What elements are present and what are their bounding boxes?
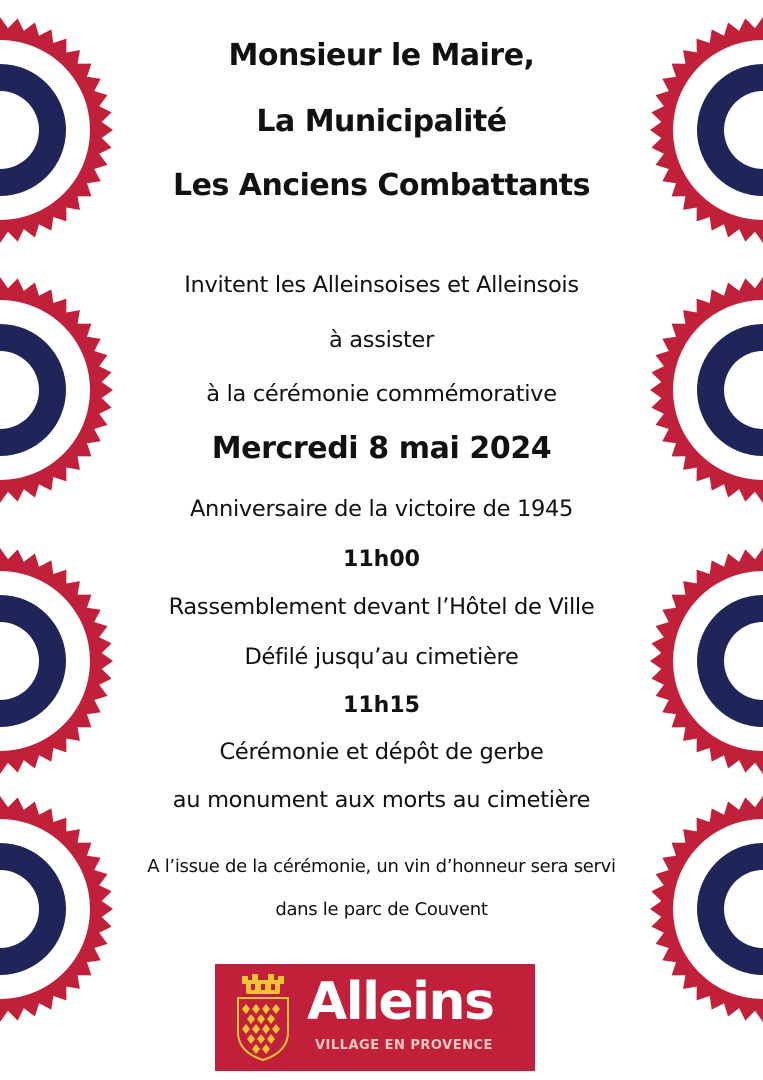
tricolor-rosette — [0, 545, 116, 777]
rosette-icon — [647, 274, 763, 506]
schedule-time: 11h15 — [343, 693, 420, 718]
schedule-line: Rassemblement devant l’Hôtel de Ville — [168, 594, 595, 620]
event-occasion: Anniversaire de la victoire de 1945 — [189, 496, 574, 522]
logo-name: Alleins — [307, 972, 494, 1032]
closing-line: A l’issue de la cérémonie, un vin d’honneur sera servi — [147, 856, 616, 877]
tricolor-rosette — [647, 545, 763, 777]
tricolor-rosette — [647, 14, 763, 246]
rosette-icon — [0, 545, 116, 777]
schedule-line: Cérémonie et dépôt de gerbe — [219, 739, 544, 765]
schedule-time: 11h00 — [343, 547, 420, 572]
schedule-line: au monument aux morts au cimetière — [172, 787, 591, 813]
heading-line: Monsieur le Maire, — [228, 38, 535, 73]
heading-line: Les Anciens Combattants — [173, 168, 590, 203]
intro-line: Invitent les Alleinsoises et Alleinsois — [184, 272, 579, 298]
heading-line: La Municipalité — [256, 104, 507, 139]
tricolor-rosette — [647, 793, 763, 1025]
event-date: Mercredi 8 mai 2024 — [211, 431, 552, 466]
rosette-icon — [0, 793, 116, 1025]
intro-line: à la cérémonie commémorative — [206, 381, 557, 407]
schedule-line: Défilé jusqu’au cimetière — [244, 644, 519, 670]
tricolor-rosette — [647, 274, 763, 506]
rosette-icon — [647, 14, 763, 246]
rosette-icon — [647, 793, 763, 1025]
intro-line: à assister — [328, 327, 435, 353]
tricolor-rosette — [0, 14, 116, 246]
closing-line: dans le parc de Couvent — [275, 899, 488, 920]
rosette-icon — [647, 545, 763, 777]
tricolor-rosette — [0, 274, 116, 506]
tricolor-rosette — [0, 793, 116, 1025]
rosette-icon — [0, 274, 116, 506]
logo-tagline: VILLAGE EN PROVENCE — [315, 1038, 493, 1053]
rosette-icon — [0, 14, 116, 246]
alleins-logo — [215, 964, 535, 1071]
village-crest-icon — [232, 974, 294, 1062]
